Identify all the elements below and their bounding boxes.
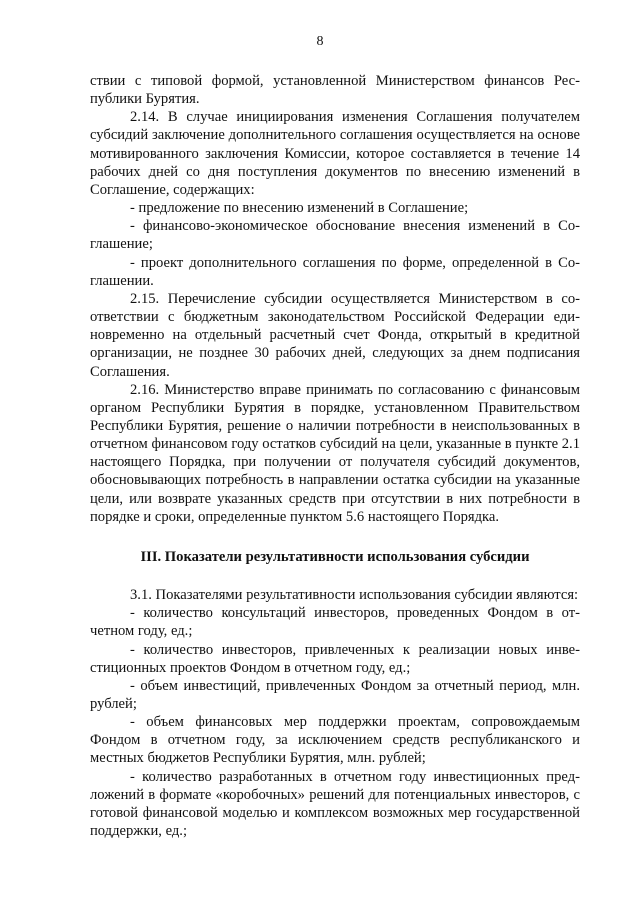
list-item: - количество разработанных в отчетном году инвестиционных предложений в формате «коробочных» решений для потенциальных инвесторов, с готовой финансовой моделью и комплексом возможных мер государственной поддержки, ед.; (90, 768, 580, 840)
list-item: - предложение по внесению изменений в Соглашение; (130, 200, 469, 217)
paragraph-continuation: ствии с типовой формой, установленной Министерством финансов Республики Бурятия. (90, 73, 580, 108)
list-item: - проект дополнительного соглашения по форме, определенной в Соглашении. (90, 254, 580, 289)
list-item: - финансово-экономическое обоснование внесения изменений в Соглашение; (90, 218, 580, 253)
paragraph-2-15: 2.15. Перечисление субсидии осуществляется Министерством в соответствии с бюджетным законодательством Российской Федерации единовременно на отдельный расчетный счет Фонда, открытый в кредитной организации, не позднее 30 рабочих дней, следующих за днем подписания Соглашения. (90, 290, 580, 380)
section-heading: III. Показатели результативности использования субсидии (140, 548, 530, 565)
page-number: 8 (316, 34, 324, 49)
paragraph-3-1: 3.1. Показателями результативности использования субсидии являются: (130, 587, 579, 604)
list-item: - объем инвестиций, привлеченных Фондом за отчетный период, млн. рублей; (90, 677, 580, 712)
list-item: - количество инвесторов, привлеченных к реализации новых инвестиционных проектов Фондом в отчетном году, ед.; (90, 641, 580, 676)
list-item: - количество консультаций инвесторов, проведенных Фондом в отчетном году, ед.; (90, 605, 580, 640)
paragraph-2-16: 2.16. Министерство вправе принимать по согласованию с финансовым органом Республики Бурятия в порядке, установленном Правительством Республики Бурятия, решение о наличии потребности в неиспользованных в отчетном финансовом году остатков субсидий на цели, указанные в пункте 2.1 настоящего Порядка, при получении от получателя субсидий документов, обосновывающих потребность в направлении остатка субсидии на указанные цели, или возврате указанных средств при отсутствии в них потребности в порядке и сроки, определенные пунктом 5.6 настоящего Порядка. (90, 381, 580, 525)
document-body (90, 72, 580, 840)
list-item: - объем финансовых мер поддержки проектам, сопровождаемым Фондом в отчетном году, за исключением средств республиканского и местных бюджетов Республики Бурятия, млн. рублей; (90, 714, 580, 767)
paragraph-2-14: 2.14. В случае инициирования изменения Соглашения получателем субсидий заключение дополнительного соглашения осуществляется на основе мотивированного заключения Комиссии, которое составляется в течение 14 рабочих дней со дня поступления документов по внесению изменений в Соглашение, содержащих: (90, 109, 580, 198)
